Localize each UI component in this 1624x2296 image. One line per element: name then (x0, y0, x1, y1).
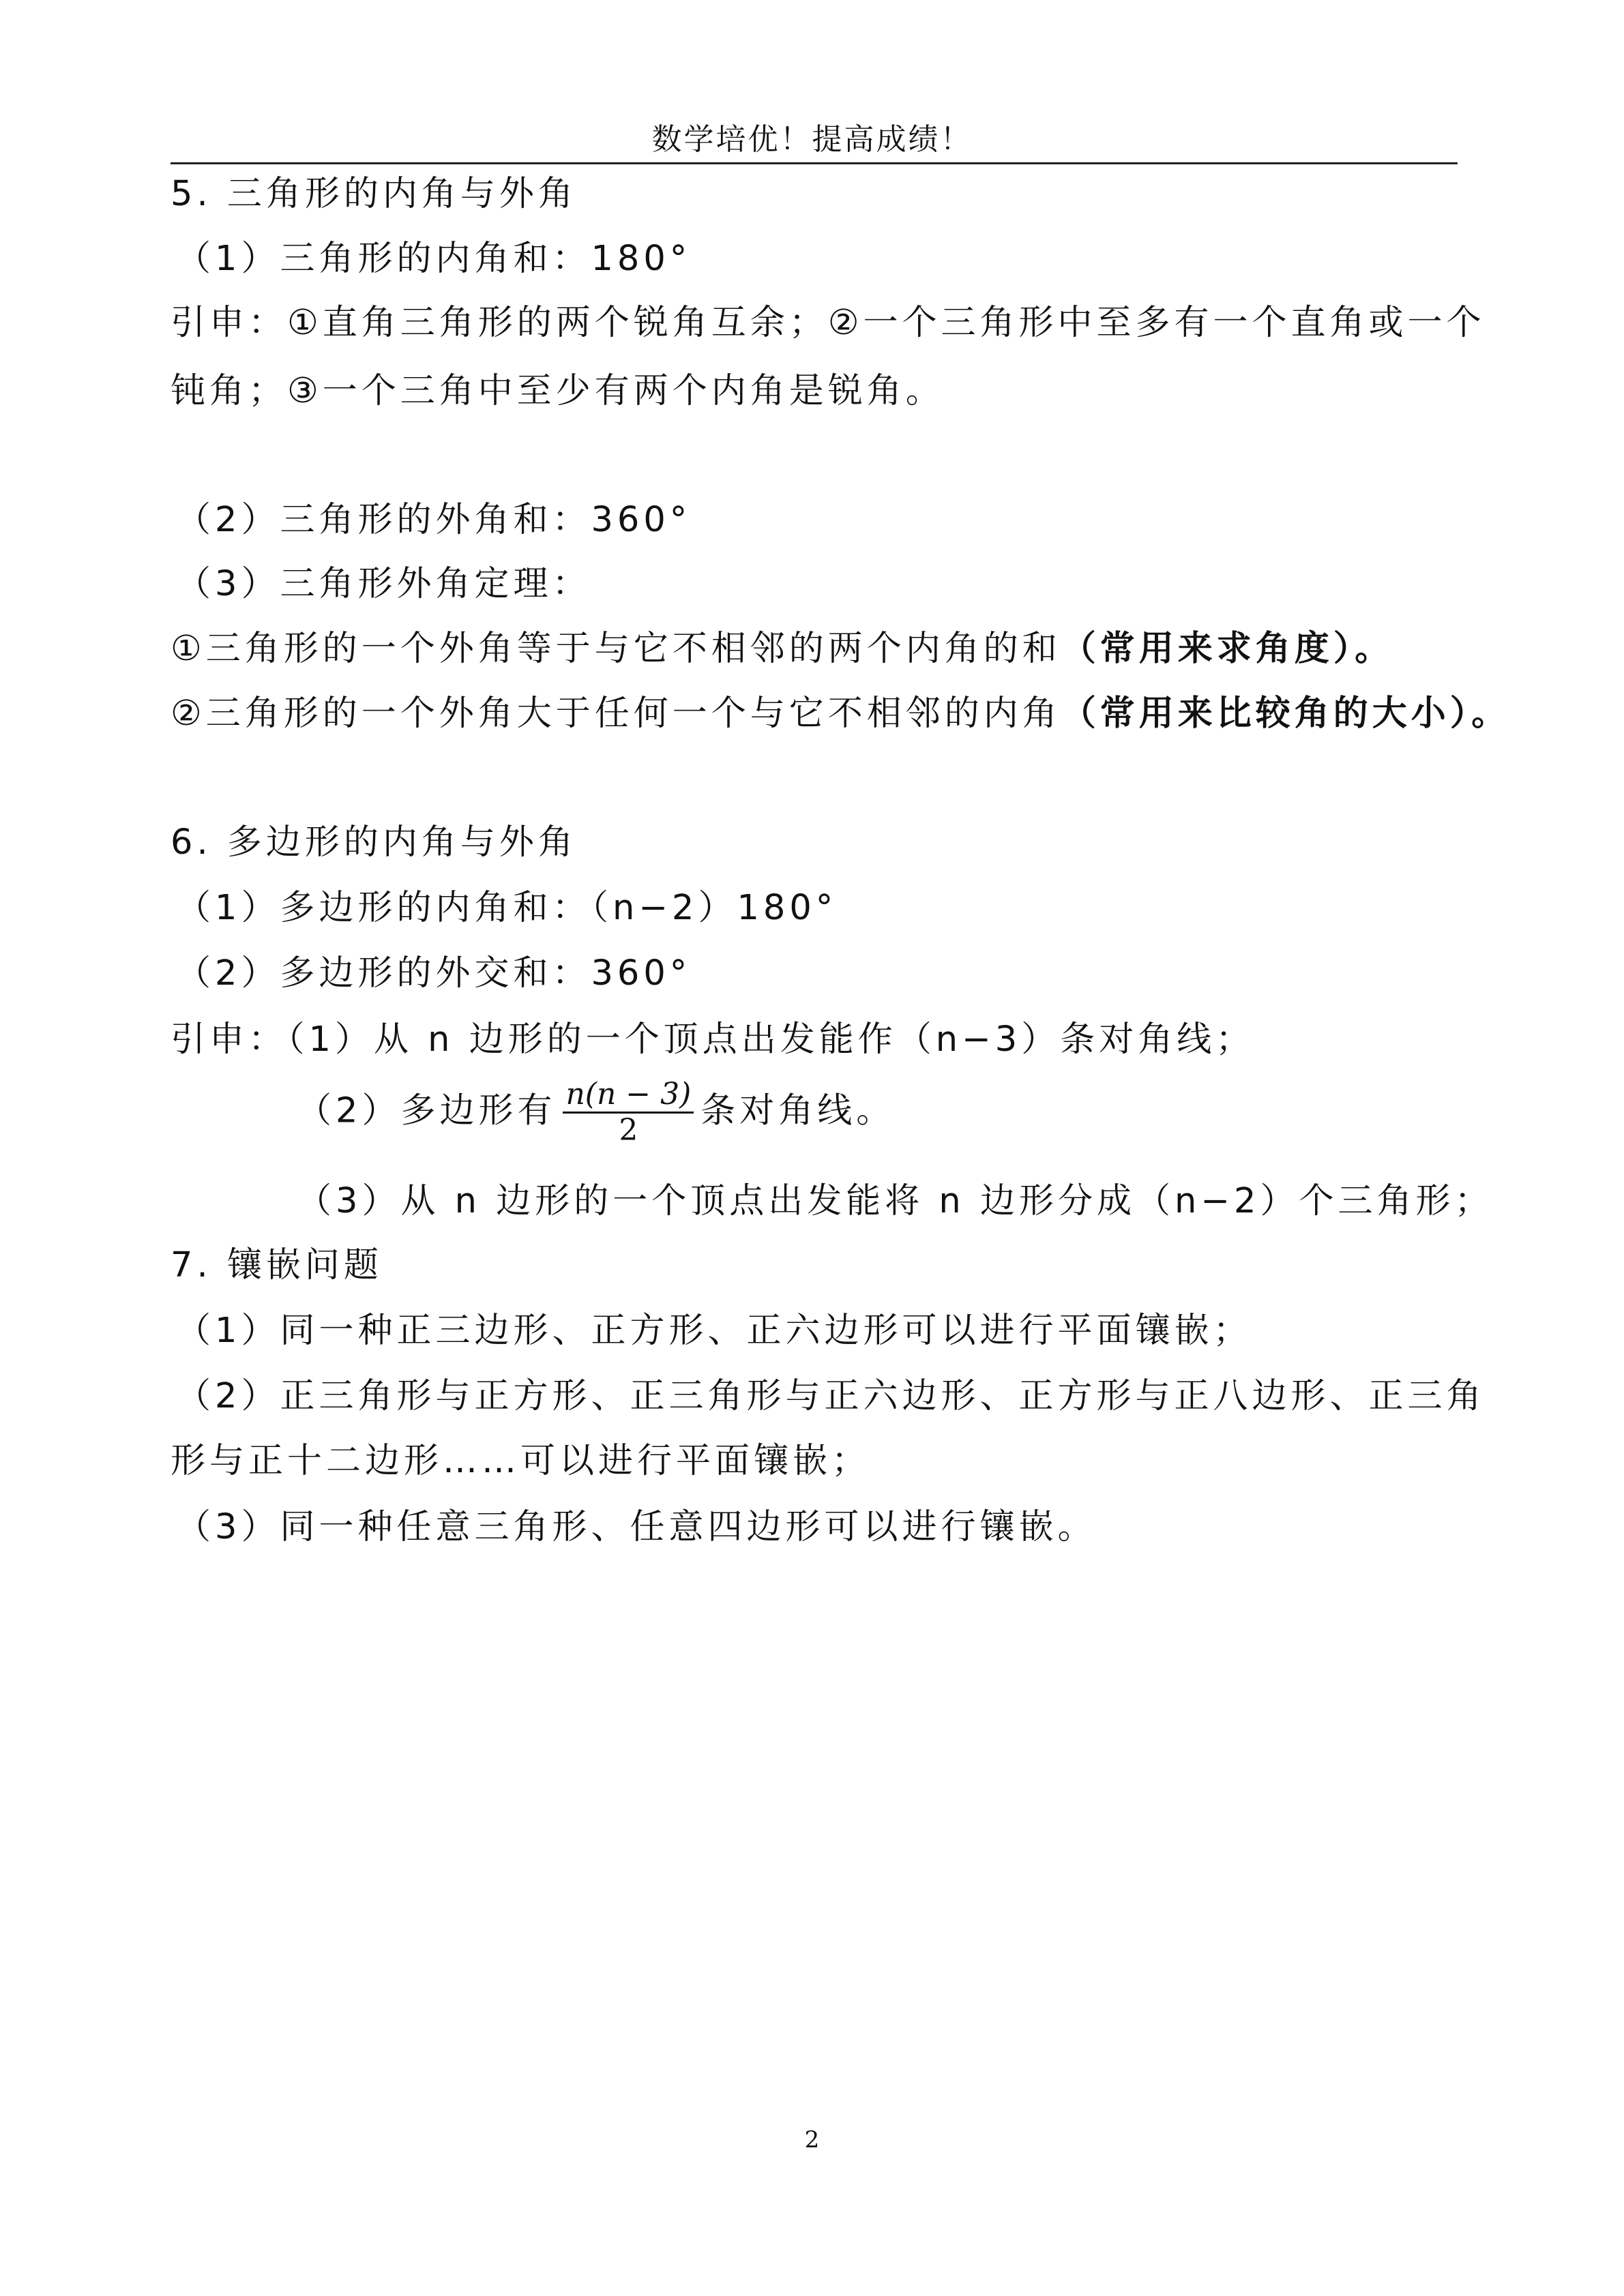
page-header-title: 数学培优！提高成绩！ (651, 122, 973, 157)
section-6-title: 6. 多边形的内角与外角 (171, 822, 577, 863)
diagonal-count-fraction (563, 1077, 694, 1148)
theorem-2-note: （常用来比较角的大小）。 (1061, 694, 1511, 734)
section-7-point-2-line-1: （2）正三角形与正方形、正三角形与正六边形、正方形与正八边形、正三角 (176, 1376, 1486, 1416)
section-5-title: 5. 三角形的内角与外角 (171, 174, 577, 214)
theorem-1-text: ①三角形的一个外角等于与它不相邻的两个内角的和 (171, 629, 1061, 669)
section-6-point-2: （2）多边形的外交和：360° (176, 953, 692, 994)
section-5-point-2: （2）三角形的外角和：360° (176, 500, 692, 540)
section-7-title: 7. 镶嵌问题 (171, 1245, 383, 1285)
section-5-theorem-2 (171, 694, 1510, 734)
section-6-extension-1: 引申：（1）从 n 边形的一个顶点出发能作（n−3）条对角线； (171, 1019, 1255, 1060)
section-5-extension-line-1: 引申：①直角三角形的两个锐角互余；②一个三角形中至多有一个直角或一个 (171, 303, 1486, 343)
section-6-extension-2 (297, 1077, 895, 1148)
section-6-extension-3: （3）从 n 边形的一个顶点出发能将 n 边形分成（n−2）个三角形； (297, 1181, 1494, 1221)
section-6-point-1: （1）多边形的内角和：（n−2）180° (176, 888, 838, 928)
section-7-point-2-line-2: 形与正十二边形……可以进行平面镶嵌； (171, 1441, 871, 1481)
extension-2-prefix: （2）多边形有 (297, 1090, 557, 1131)
section-5-point-3: （3）三角形外角定理： (176, 564, 591, 604)
fraction-denominator: 2 (619, 1113, 638, 1148)
extension-2-suffix: 条对角线。 (700, 1090, 896, 1131)
section-7-point-3: （3）同一种任意三角形、任意四边形可以进行镶嵌。 (176, 1507, 1097, 1547)
section-5-point-1: （1）三角形的内角和：180° (176, 239, 692, 279)
section-5-theorem-1 (171, 629, 1393, 670)
theorem-2-text: ②三角形的一个外角大于任何一个与它不相邻的内角 (171, 694, 1061, 734)
page-number: 2 (804, 2126, 820, 2153)
theorem-1-note: （常用来求角度）。 (1061, 629, 1394, 669)
header-divider (171, 162, 1458, 164)
section-7-point-1: （1）同一种正三边形、正方形、正六边形可以进行平面镶嵌； (176, 1311, 1252, 1351)
section-5-extension-line-2: 钝角；③一个三角中至少有两个内角是锐角。 (171, 371, 945, 411)
fraction-numerator: n(n − 3) (563, 1077, 694, 1114)
